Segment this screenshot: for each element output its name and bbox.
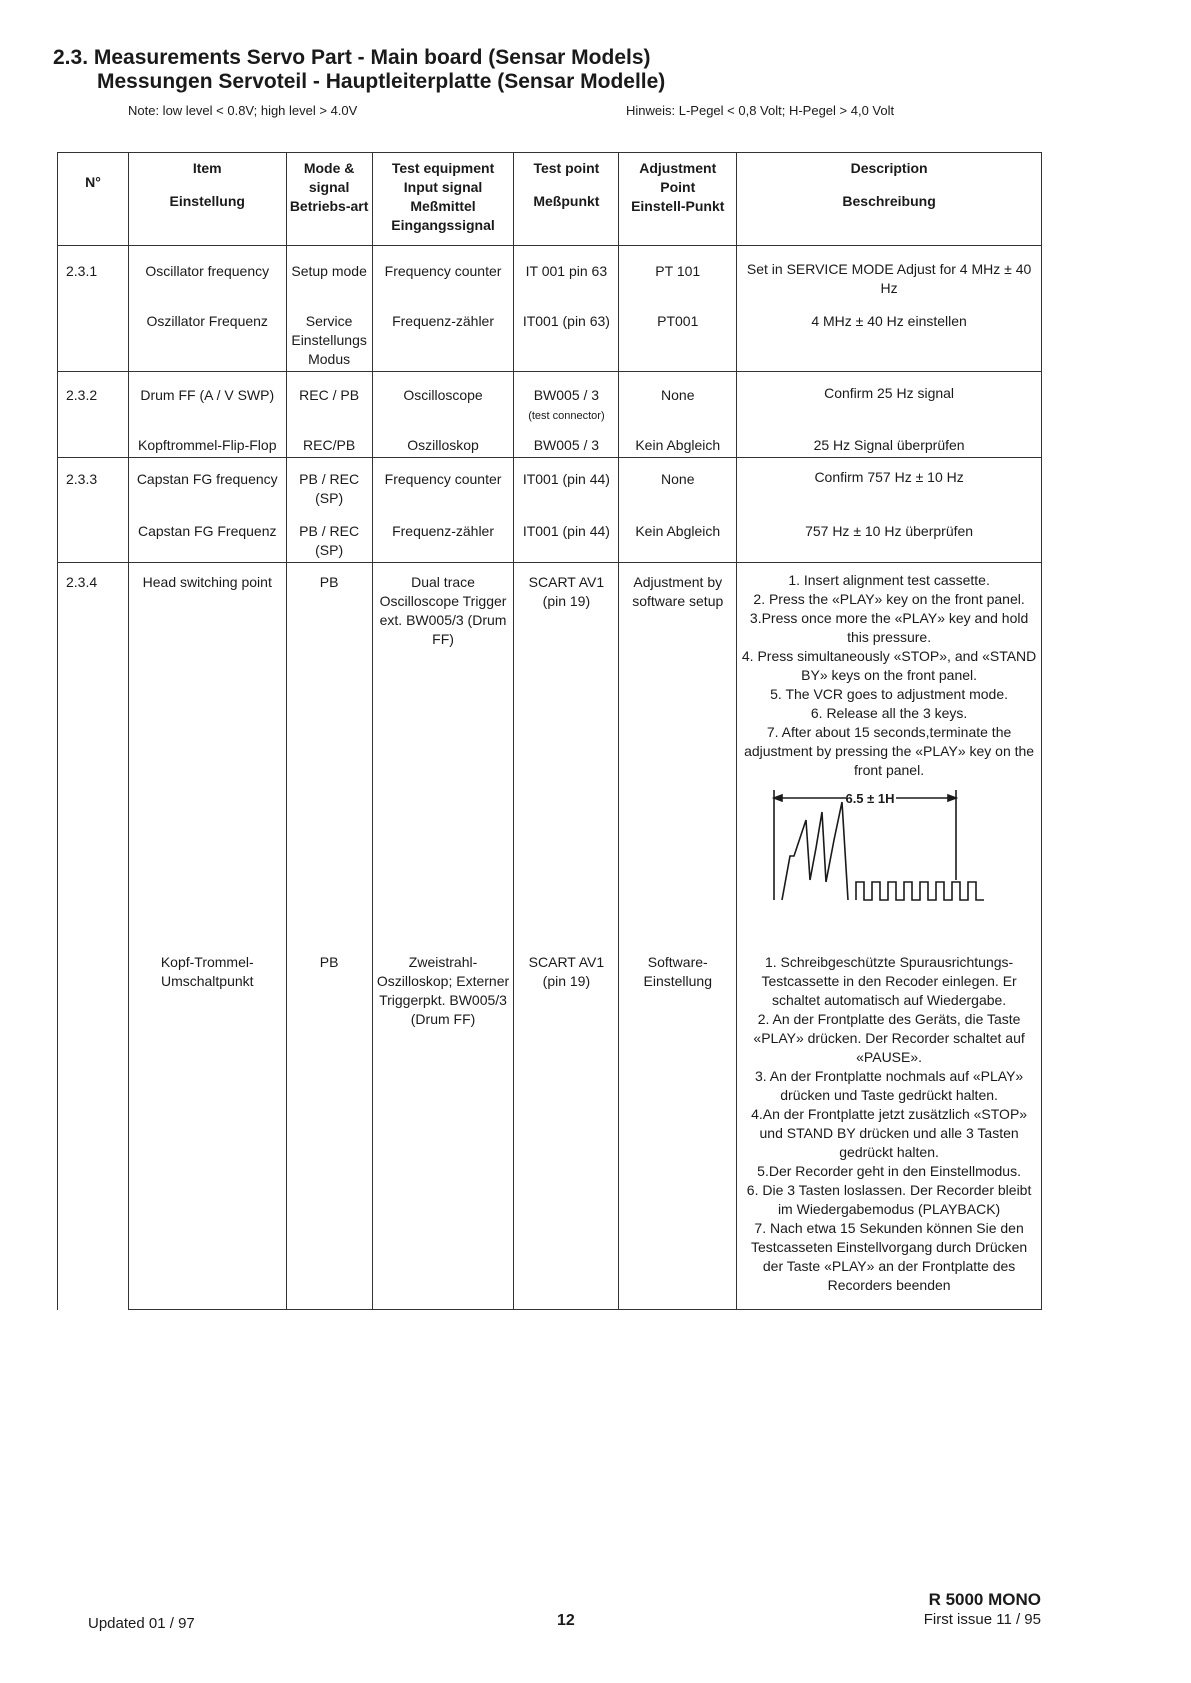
test-point-en: IT 001 pin 63 xyxy=(514,246,619,301)
adjustment-en: None xyxy=(619,458,737,511)
description-en: Confirm 757 Hz ± 10 Hz xyxy=(737,458,1042,511)
adjustment-de: PT001 xyxy=(619,300,737,372)
mode-de: PB / REC (SP) xyxy=(286,510,372,563)
test-point-de: BW005 / 3 xyxy=(514,428,619,458)
header-equipment: Test equipment Input signal Meßmittel Eingangssignal xyxy=(372,153,514,246)
row-number: 2.3.2 xyxy=(58,372,129,458)
item-en: Capstan FG frequency xyxy=(128,458,286,511)
waveform-label: 6.5 ± 1H xyxy=(845,791,895,806)
step: 5.Der Recorder geht in den Einstellmodus. xyxy=(757,1163,1021,1179)
description-de: 4 MHz ± 40 Hz einstellen xyxy=(737,300,1042,372)
header-mode: Mode & signal Betriebs-art xyxy=(286,153,372,246)
note-english: Note: low level < 0.8V; high level > 4.0V xyxy=(128,103,358,118)
item-en: Drum FF (A / V SWP) xyxy=(128,372,286,429)
footer-updated: Updated 01 / 97 xyxy=(88,1615,195,1632)
title-english: 2.3. Measurements Servo Part - Main board (Sensar Models) xyxy=(53,46,651,69)
equipment-en: Oscilloscope xyxy=(372,372,514,429)
equipment-de: Frequenz-zähler xyxy=(372,300,514,372)
equipment-de: Frequenz-zähler xyxy=(372,510,514,563)
test-point-en xyxy=(514,372,619,429)
item-en: Head switching point xyxy=(128,563,286,944)
description-de: 757 Hz ± 10 Hz überprüfen xyxy=(737,510,1042,563)
item-de: Capstan FG Frequenz xyxy=(128,510,286,563)
test-point-de: SCART AV1 (pin 19) xyxy=(514,943,619,1310)
equipment-de: Oszilloskop xyxy=(372,428,514,458)
table-row xyxy=(58,246,1042,301)
step: 2. Press the «PLAY» key on the front panel. xyxy=(753,591,1025,607)
table-row xyxy=(58,510,1042,563)
step: 3. An der Frontplatte nochmals auf «PLAY» drücken und Taste gedrückt halten. xyxy=(754,1068,1024,1103)
table-row xyxy=(58,563,1042,944)
table-row xyxy=(58,943,1042,1310)
description-en: Confirm 25 Hz signal xyxy=(737,372,1042,429)
step: 6. Release all the 3 keys. xyxy=(810,705,968,721)
test-point-en: IT001 (pin 44) xyxy=(514,458,619,511)
model-name: R 5000 MONO xyxy=(928,1590,1041,1609)
mode-en: PB / REC (SP) xyxy=(286,458,372,511)
test-point-de: IT001 (pin 63) xyxy=(514,300,619,372)
footer-issue-block xyxy=(924,1590,1041,1630)
measurements-table xyxy=(57,152,1042,1310)
step: 4. Press simultaneously «STOP», and «STAND BY» keys on the front panel. xyxy=(741,648,1037,683)
adjustment-de: Kein Abgleich xyxy=(619,428,737,458)
description-de: 25 Hz Signal überprüfen xyxy=(737,428,1042,458)
row-number: 2.3.4 xyxy=(58,563,129,1310)
row-number: 2.3.1 xyxy=(58,246,129,372)
table-header-row xyxy=(58,153,1042,246)
page-title xyxy=(53,46,665,94)
item-de: Kopftrommel-Flip-Flop xyxy=(128,428,286,458)
test-point-en: SCART AV1 (pin 19) xyxy=(514,563,619,944)
title-german: Messungen Servoteil - Hauptleiterplatte (Sensar Modelle) xyxy=(97,70,666,93)
adjustment-en: Adjustment by software setup xyxy=(619,563,737,944)
head-switching-waveform xyxy=(764,790,1014,908)
step-list-en xyxy=(740,571,1038,780)
step: 3.Press once more the «PLAY» key and hold this pressure. xyxy=(749,610,1029,645)
mode-de: REC/PB xyxy=(286,428,372,458)
table-row xyxy=(58,458,1042,511)
header-no: N° xyxy=(58,153,129,246)
adjustment-en: None xyxy=(619,372,737,429)
equipment-en: Frequency counter xyxy=(372,246,514,301)
description-en xyxy=(737,563,1042,944)
mode-en: REC / PB xyxy=(286,372,372,429)
header-adjustment-point: Adjustment Point Einstell-Punkt xyxy=(619,153,737,246)
step-list-de xyxy=(740,953,1038,1295)
adjustment-de: Kein Abgleich xyxy=(619,510,737,563)
step: 4.An der Frontplatte jetzt zusätzlich «STOP» und STAND BY drücken und alle 3 Tasten gedrückt halten. xyxy=(751,1106,1028,1160)
step: 1. Schreibgeschützte Spurausrichtungs-Testcassette in den Recoder einlegen. Er schaltet automatisch auf Wiedergabe. xyxy=(761,954,1017,1008)
table-row xyxy=(58,428,1042,458)
mode-en: PB xyxy=(286,563,372,944)
header-test-point: Test point Meßpunkt xyxy=(514,153,619,246)
mode-de: Service Einstellungs Modus xyxy=(286,300,372,372)
test-point-value: BW005 / 3 xyxy=(533,387,600,403)
adjustment-en: PT 101 xyxy=(619,246,737,301)
step: 2. An der Frontplatte des Geräts, die Taste «PLAY» drücken. Der Recorder schaltet auf «PAUSE». xyxy=(753,1011,1025,1065)
row-number: 2.3.3 xyxy=(58,458,129,563)
item-de: Kopf-Trommel-Umschaltpunkt xyxy=(128,943,286,1310)
step: 5. The VCR goes to adjustment mode. xyxy=(770,686,1009,702)
first-issue: First issue 11 / 95 xyxy=(923,1611,1041,1628)
test-connector-note: (test connector) xyxy=(528,410,605,422)
header-item: Item Einstellung xyxy=(128,153,286,246)
test-point-de: IT001 (pin 44) xyxy=(514,510,619,563)
header-description: Description Beschreibung xyxy=(737,153,1042,246)
table-row xyxy=(58,372,1042,429)
equipment-en: Frequency counter xyxy=(372,458,514,511)
item-en: Oscillator frequency xyxy=(128,246,286,301)
note-german: Hinweis: L-Pegel < 0,8 Volt; H-Pegel > 4,0 Volt xyxy=(626,103,895,118)
step: 7. Nach etwa 15 Sekunden können Sie den Testcasseten Einstellvorgang durch Drücken der Taste «PLAY» an der Frontplatte des Recorders beenden xyxy=(750,1220,1028,1293)
equipment-en: Dual trace Oscilloscope Trigger ext. BW005/3 (Drum FF) xyxy=(372,563,514,944)
mode-de: PB xyxy=(286,943,372,1310)
step: 6. Die 3 Tasten loslassen. Der Recorder bleibt im Wiedergabemodus (PLAYBACK) xyxy=(746,1182,1032,1217)
page-number: 12 xyxy=(557,1612,575,1629)
step: 7. After about 15 seconds,terminate the adjustment by pressing the «PLAY» key on the front panel. xyxy=(744,724,1035,778)
table-row xyxy=(58,300,1042,372)
mode-en: Setup mode xyxy=(286,246,372,301)
step: 1. Insert alignment test cassette. xyxy=(788,572,990,588)
description-en: Set in SERVICE MODE Adjust for 4 MHz ± 40 Hz xyxy=(737,246,1042,301)
adjustment-de: Software-Einstellung xyxy=(619,943,737,1310)
equipment-de: Zweistrahl-Oszilloskop; Externer Triggerpkt. BW005/3 (Drum FF) xyxy=(372,943,514,1310)
description-de xyxy=(737,943,1042,1310)
item-de: Oszillator Frequenz xyxy=(128,300,286,372)
